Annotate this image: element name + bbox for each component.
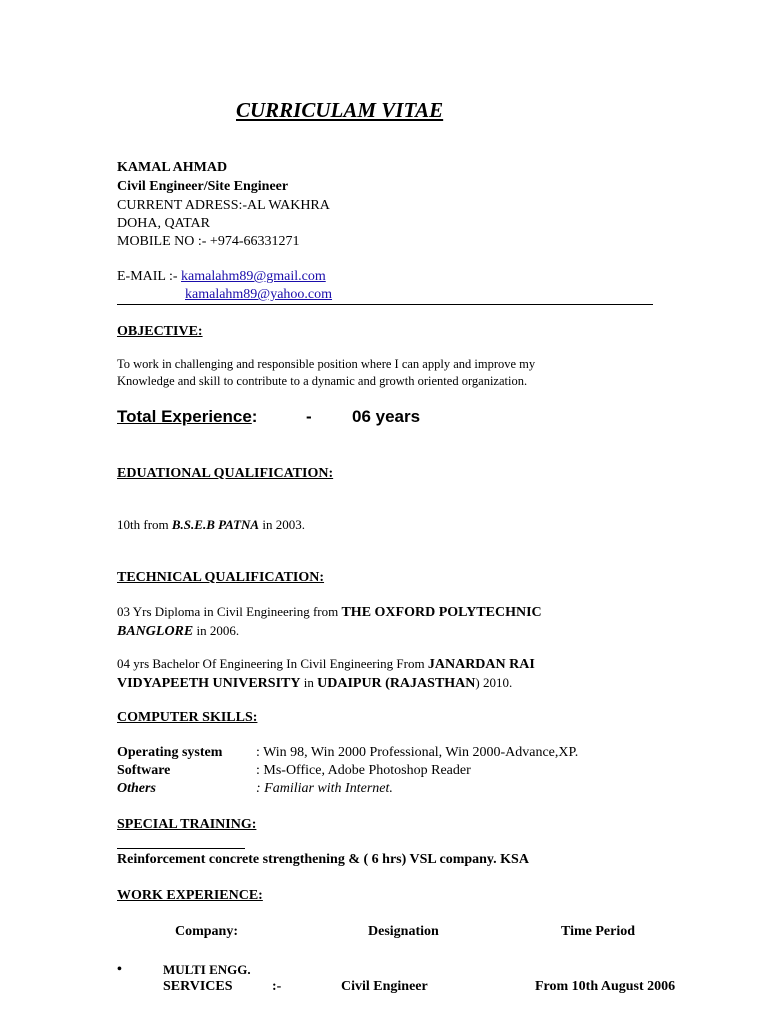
address-line: CURRENT ADRESS:-AL WAKHRA (117, 198, 330, 213)
degree-line-2 (117, 674, 512, 692)
degree-location: UDAIPUR (RAJASTHAN (317, 676, 476, 691)
skill-label-os: Operating system (117, 745, 223, 760)
skill-label-software: Software (117, 763, 171, 778)
email-link-yahoo[interactable]: kamalahm89@yahoo.com (185, 287, 333, 302)
degree-line-1 (117, 655, 535, 673)
education-suffix: in 2003. (259, 517, 305, 532)
degree-university-part1: JANARDAN RAI (427, 657, 535, 672)
work-period: From 10th August 2006 (535, 979, 676, 994)
degree-in: in (300, 675, 318, 690)
city-line: DOHA, QATAR (117, 216, 210, 231)
education-board: B.S.E.B PATNA (171, 517, 260, 532)
skill-value-os: : Win 98, Win 2000 Professional, Win 2000-Advance,XP. (256, 745, 579, 760)
work-col-company: Company: (175, 924, 239, 939)
work-col-designation: Designation (368, 924, 439, 939)
skill-value-others: : Familiar with Internet. (256, 781, 393, 796)
work-separator: :- (272, 979, 282, 994)
diploma-city: BANGLORE (117, 624, 194, 639)
skill-label-others: Others (117, 781, 156, 796)
work-heading: WORK EXPERIENCE: (117, 888, 263, 903)
work-company-line-1: MULTI ENGG. (163, 962, 251, 977)
technical-heading: TECHNICAL QUALIFICATION: (117, 570, 325, 585)
email-line-2 (185, 286, 332, 304)
header-divider (117, 304, 653, 305)
education-prefix: 10th from (117, 517, 172, 532)
candidate-name: KAMAL AHMAD (117, 160, 228, 175)
work-col-period: Time Period (561, 924, 636, 939)
skill-value-software: : Ms-Office, Adobe Photoshop Reader (256, 763, 471, 778)
degree-prefix: 04 yrs Bachelor Of Engineering In Civil Engineering From (117, 656, 428, 671)
degree-university-part2: VIDYAPEETH UNIVERSITY (117, 676, 301, 691)
diploma-line-2 (117, 622, 239, 640)
diploma-institute: THE OXFORD POLYTECHNIC (341, 605, 542, 620)
total-experience-label: Total Experience (117, 407, 252, 426)
degree-suffix: ) 2010. (475, 675, 513, 690)
training-heading: SPECIAL TRAINING: (117, 817, 257, 832)
training-line: Reinforcement concrete strengthening & ( 6 hrs) VSL company. KSA (117, 852, 529, 867)
email-label: E-MAIL :- (117, 269, 182, 284)
work-bullet: • (117, 962, 122, 977)
training-underline (117, 848, 245, 849)
education-line (117, 516, 305, 533)
objective-line-2: Knowledge and skill to contribute to a dynamic and growth oriented organization. (117, 374, 528, 388)
education-heading: EDUATIONAL QUALIFICATION: (117, 466, 334, 481)
computer-skills-heading: COMPUTER SKILLS: (117, 710, 258, 725)
work-company-line-2: SERVICES (163, 979, 233, 994)
objective-line-1: To work in challenging and responsible position where I can apply and improve my (117, 357, 536, 371)
work-designation: Civil Engineer (341, 979, 428, 994)
diploma-line-1 (117, 603, 542, 621)
diploma-prefix: 03 Yrs Diploma in Civil Engineering from (117, 604, 342, 619)
email-line (117, 268, 326, 286)
diploma-suffix: in 2006. (193, 623, 240, 638)
mobile-line: MOBILE NO :- +974-66331271 (117, 234, 300, 249)
document-title: CURRICULAM VITAE (236, 98, 444, 122)
email-link-gmail[interactable]: kamalahm89@gmail.com (181, 269, 326, 284)
objective-heading: OBJECTIVE: (117, 324, 203, 339)
total-experience-colon: : (251, 407, 258, 426)
candidate-role: Civil Engineer/Site Engineer (117, 179, 289, 194)
total-experience (117, 406, 257, 428)
total-experience-dash: - (306, 407, 312, 426)
total-experience-value: 06 years (352, 407, 421, 426)
